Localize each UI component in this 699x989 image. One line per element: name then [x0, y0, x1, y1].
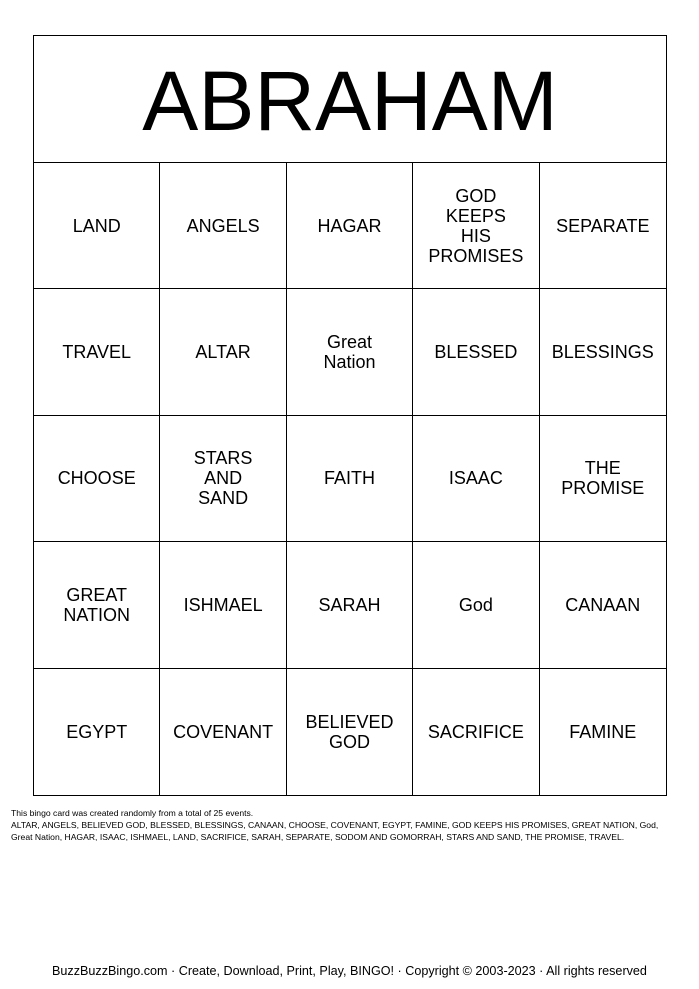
bingo-grid — [34, 163, 666, 795]
bingo-cell: ISHMAEL — [160, 542, 286, 668]
bingo-cell: BLESSINGS — [540, 289, 666, 415]
bingo-cell: HAGAR — [287, 163, 413, 289]
bingo-cell: STARS AND SAND — [160, 416, 286, 542]
bingo-cell: SEPARATE — [540, 163, 666, 289]
bingo-cell: CHOOSE — [34, 416, 160, 542]
bingo-cell: CANAAN — [540, 542, 666, 668]
bingo-cell: FAITH — [287, 416, 413, 542]
bingo-cell: LAND — [34, 163, 160, 289]
bingo-cell: FAMINE — [569, 721, 637, 742]
bingo-cell: ANGELS — [160, 163, 286, 289]
bingo-cell: ALTAR — [160, 289, 286, 415]
bingo-cell: THE PROMISE — [540, 416, 666, 542]
bingo-cell: TRAVEL — [34, 289, 160, 415]
note-intro: This bingo card was created randomly from a total of 25 events. — [11, 808, 254, 818]
bingo-cell: BLESSED — [413, 289, 539, 415]
bingo-cell: Great Nation — [287, 289, 413, 415]
bingo-cell: COVENANT — [160, 669, 286, 795]
bingo-cell: BELIEVED GOD — [287, 669, 413, 795]
bingo-cell: EGYPT — [34, 669, 160, 795]
bingo-cell: ISAAC — [413, 416, 539, 542]
bingo-cell: GOD KEEPS HIS PROMISES — [413, 163, 539, 289]
bingo-cell: God — [413, 542, 539, 668]
bingo-card — [33, 35, 667, 796]
card-note — [11, 807, 671, 843]
footer-copyright: BuzzBuzzBingo.com · Create, Download, Print, Play, BINGO! · Copyright © 2003-2023 · All rights reserved — [52, 964, 647, 978]
bingo-cell: SACRIFICE — [413, 669, 539, 795]
bingo-cell: GREAT NATION — [34, 542, 160, 668]
note-events: ALTAR, ANGELS, BELIEVED GOD, BLESSED, BLESSINGS, CANAAN, CHOOSE, COVENANT, EGYPT, FAMINE, GOD KEEPS HIS PROMISES, GREAT NATION, God, Great Nation, HAGAR, ISAAC, ISHMAEL, LAND, SACRIFICE, SARAH, SEPARATE, SODOM AND GOMORRAH, STARS AND SAND, THE PROMISE, TRAVEL. — [11, 820, 659, 842]
bingo-cell: SARAH — [287, 542, 413, 668]
card-title: ABRAHAM — [34, 36, 666, 163]
